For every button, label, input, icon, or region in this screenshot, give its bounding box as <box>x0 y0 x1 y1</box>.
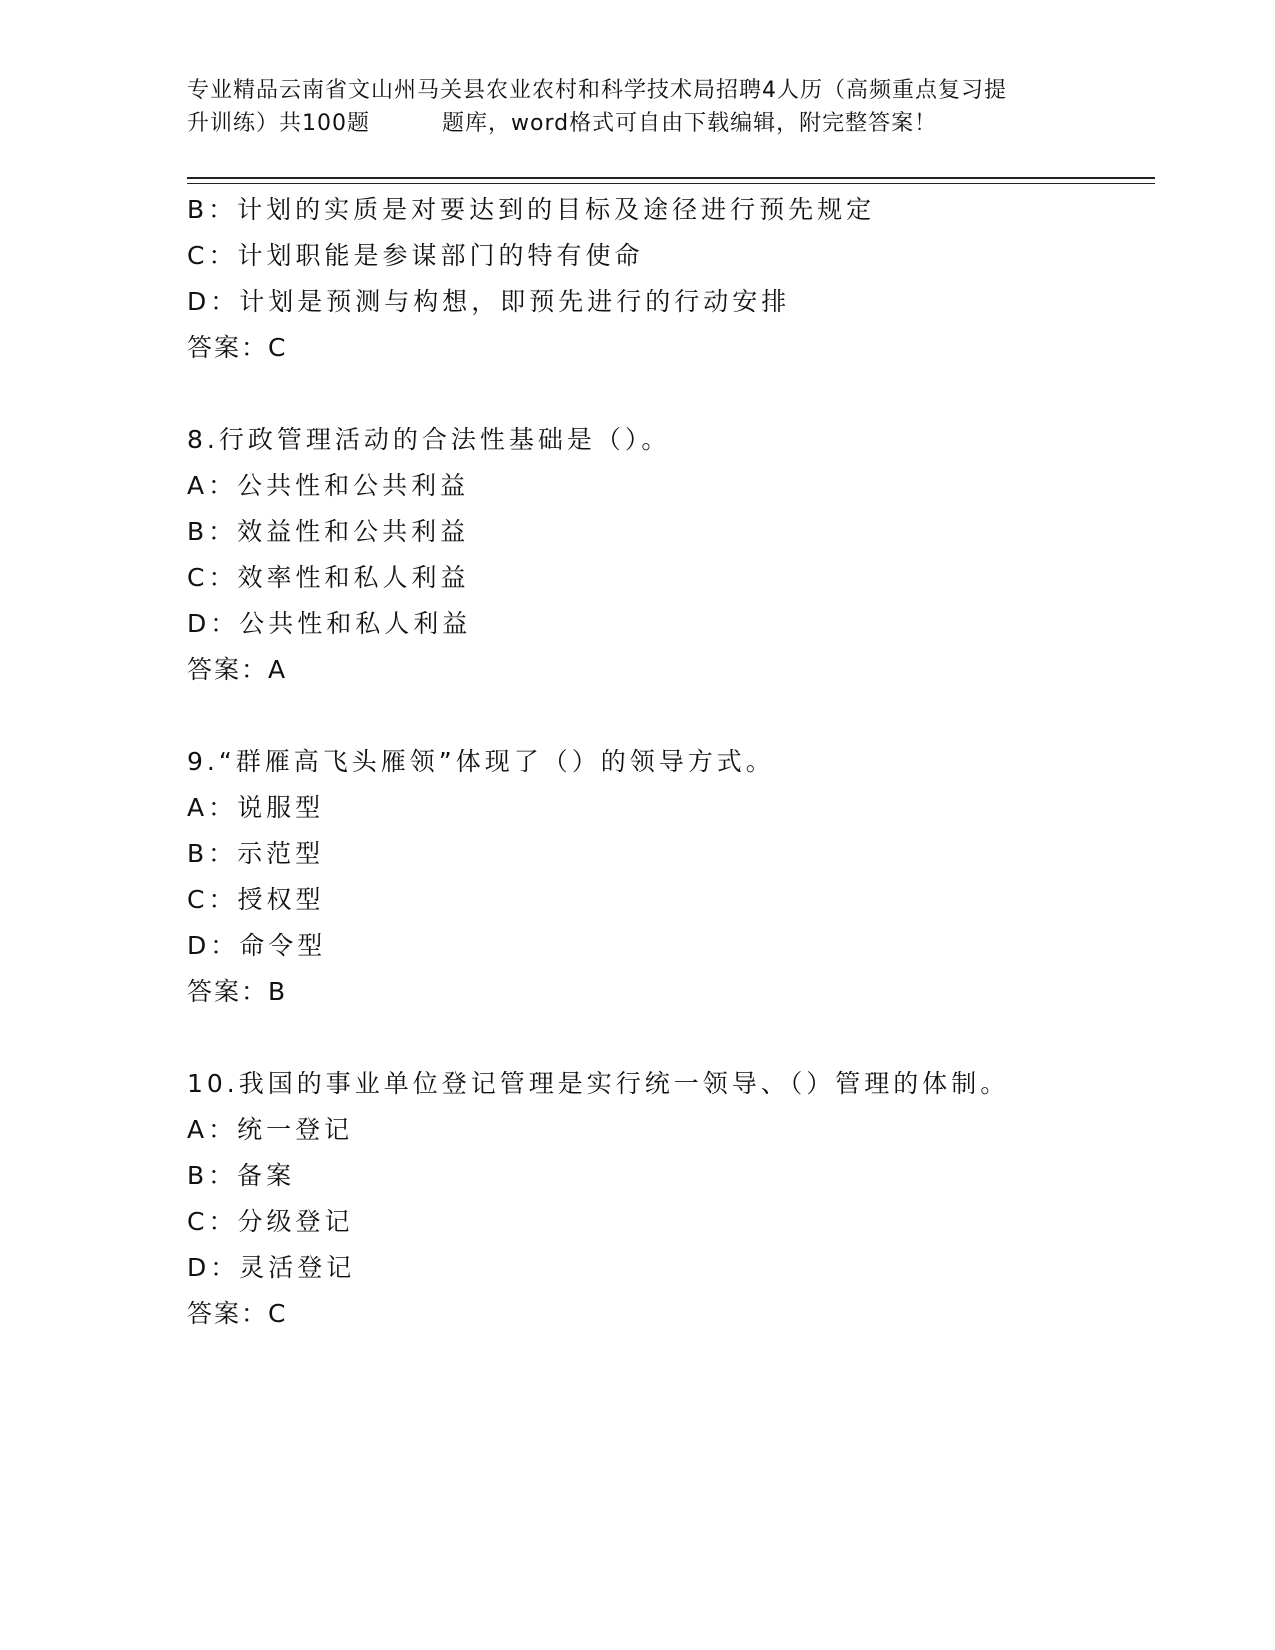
option-c: C：效率性和私人利益 <box>187 563 470 592</box>
question-8 <box>187 417 1155 693</box>
option-d: D：公共性和私人利益 <box>187 609 472 638</box>
option-b: B：备案 <box>187 1161 296 1190</box>
option-a: A：统一登记 <box>187 1115 354 1144</box>
header-line-2-right: 题库，word格式可自由下载编辑，附完整答案！ <box>442 111 938 136</box>
option-a: A：说服型 <box>187 793 325 822</box>
option-d: D：灵活登记 <box>187 1253 356 1282</box>
question-stem: 9.“群雁高飞头雁领”体现了（）的领导方式。 <box>187 747 775 776</box>
question-stem: 8.行政管理活动的合法性基础是（）。 <box>187 425 671 454</box>
option-d: D：命令型 <box>187 931 327 960</box>
question-list <box>187 187 1155 1337</box>
option-b: B：计划的实质是对要达到的目标及途径进行预先规定 <box>187 195 876 224</box>
question-7-continued <box>187 187 1155 371</box>
answer: 答案：C <box>187 1299 288 1328</box>
answer: 答案：A <box>187 655 288 684</box>
option-b: B：效益性和公共利益 <box>187 517 470 546</box>
answer: 答案：C <box>187 333 288 362</box>
option-c: C：计划职能是参谋部门的特有使命 <box>187 241 644 270</box>
answer: 答案：B <box>187 977 288 1006</box>
question-10 <box>187 1061 1155 1337</box>
option-c: C：授权型 <box>187 885 325 914</box>
question-9 <box>187 739 1155 1015</box>
option-b: B：示范型 <box>187 839 325 868</box>
header-line-2 <box>187 107 1107 140</box>
header-line-2-left: 升训练）共100题 <box>187 111 370 136</box>
header-line-1: 专业精品云南省文山州马关县农业农村和科学技术局招聘4人历（高频重点复习提 <box>187 78 1007 103</box>
question-stem: 10.我国的事业单位登记管理是实行统一领导、（）管理的体制。 <box>187 1069 1010 1098</box>
header-rule-top <box>187 177 1155 179</box>
header-rule-bottom <box>187 183 1155 184</box>
option-d: D：计划是预测与构想，即预先进行的行动安排 <box>187 287 791 316</box>
option-a: A：公共性和公共利益 <box>187 471 470 500</box>
option-c: C：分级登记 <box>187 1207 354 1236</box>
document-header <box>187 74 1107 140</box>
